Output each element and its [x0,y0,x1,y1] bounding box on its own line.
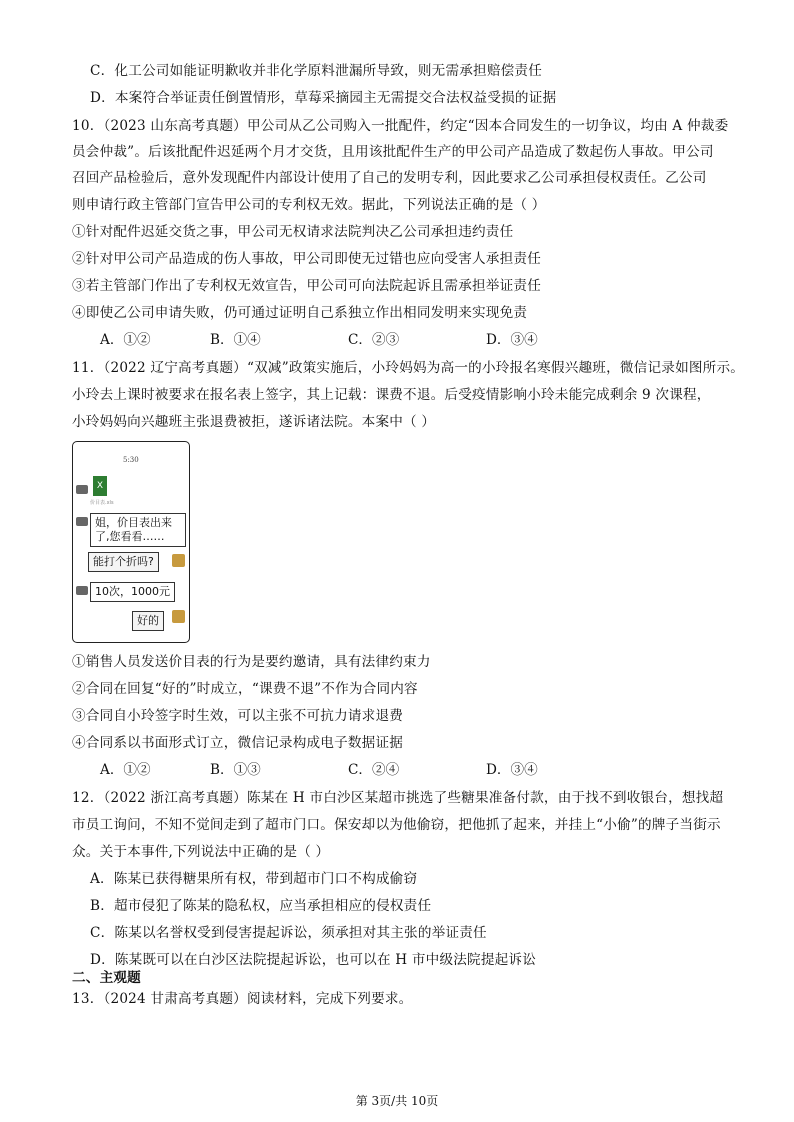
q12-option-b: B．超市侵犯了陈某的隐私权，应当承担相应的侵权责任 [90,898,432,914]
q12-stem-line: 市员工询问，不知不觉间走到了超市门口。保安却以为他偷窃，把他抓了起来，并挂上“小偷”的牌子当街示 [72,817,721,833]
q10-statement-2: ②针对甲公司产品造成的伤人事故，甲公司即使无过错也应向受害人承担责任 [72,251,541,267]
section-heading: 二、主观题 [72,970,141,986]
chat-text: 了,您看看…… [95,530,165,543]
q10-stem-line: 员会仲裁”。后该批配件迟延两个月才交货，且用该批配件生产的甲公司产品造成了数起伤人事故。甲公司 [72,144,714,160]
q10-statement-4: ④即使乙公司申请失败，仍可通过证明自己系独立作出相同发明来实现免责 [72,305,528,321]
wechat-screenshot [72,441,190,643]
q11-stem-line: 小玲妈妈向兴趣班主张退费被拒，遂诉诸法院。本案中（ ） [72,414,436,430]
q13-stem-line: 13．（2024 甘肃高考真题）阅读材料，完成下列要求。 [72,991,413,1007]
q10-stem-line: 则申请行政主管部门宣告甲公司的专利权无效。据此，下列说法正确的是（ ） [72,197,546,213]
q10-choice-b: B．①④ [210,332,261,348]
q12-option-d: D．陈某既可以在白沙区法院提起诉讼，也可以在 H 市中级法院提起诉讼 [90,952,537,968]
chat-text: 姐，价目表出来 [95,516,172,529]
page-footer: 第 3页/共 10页 [355,1094,439,1108]
q10-choice-d: D．③④ [486,332,538,348]
q12-stem-line: 众。关于本事件,下列说法中正确的是（ ） [72,844,330,860]
q12-option-a: A．陈某已获得糖果所有权，带到超市门口不构成偷窃 [90,871,418,887]
chat-bubble-right: 能打个折吗? [88,552,159,572]
q11-statement-3: ③合同自小玲签字时生效，可以主张不可抗力请求退费 [72,708,404,724]
q10-choice-a: A．①② [100,332,151,348]
q10-statement-1: ①针对配件迟延交货之事，甲公司无权请求法院判决乙公司承担违约责任 [72,224,514,240]
q11-statement-1: ①销售人员发送价目表的行为是要约邀请，具有法律约束力 [72,654,431,670]
q12-option-c: C．陈某以名誉权受到侵害提起诉讼，须承担对其主张的举证责任 [90,925,487,941]
q10-stem-line: 10．（2023 山东高考真题）甲公司从乙公司购入一批配件，约定“因本合同发生的一切争议，均由 A 仲裁委 [72,118,729,134]
chat-bubble-left [90,513,186,547]
sender-avatar [76,586,88,595]
receiver-avatar [172,554,185,567]
q11-choice-b: B．①③ [210,762,261,778]
q10-choice-c: C．②③ [348,332,400,348]
q10-statement-3: ③若主管部门作出了专利权无效宣告，甲公司可向法院起诉且需承担举证责任 [72,278,541,294]
q10-stem-line: 召回产品检验后，意外发现配件内部设计使用了自己的发明专利，因此要求乙公司承担侵权责任。乙公司 [72,170,707,186]
q9-option-c: C．化工公司如能证明歉收并非化学原料泄漏所导致，则无需承担赔偿责任 [90,63,542,79]
receiver-avatar [172,610,185,623]
q9-option-d: D．本案符合举证责任倒置情形，草莓采摘园主无需提交合法权益受损的证据 [90,90,557,106]
sender-avatar [76,485,88,494]
q11-choice-c: C．②④ [348,762,400,778]
q11-statement-2: ②合同在回复“好的”时成立，“课费不退”不作为合同内容 [72,681,418,697]
chat-bubble-right: 好的 [132,611,164,631]
file-caption: 价目表.xls [90,500,114,506]
chat-bubble-left: 10次，1000元 [90,582,175,602]
excel-file-icon: X [93,476,107,496]
phone-status-bar: 5:30 [123,456,139,464]
q11-stem-line: 小玲去上课时被要求在报名表上签字，其上记载：课费不退。后受疫情影响小玲未能完成剩余 9 次课程， [72,387,711,403]
sender-avatar [76,517,88,526]
q11-choice-a: A．①② [100,762,151,778]
q12-stem-line: 12．（2022 浙江高考真题）陈某在 H 市白沙区某超市挑选了些糖果准备付款，由于找不到收银台，想找超 [72,790,724,806]
q11-stem-line: 11．（2022 辽宁高考真题）“双减”政策实施后，小玲妈妈为高一的小玲报名寒假兴趣班，微信记录如图所示。 [72,360,745,376]
q11-statement-4: ④合同系以书面形式订立，微信记录构成电子数据证据 [72,735,404,751]
q11-choice-d: D．③④ [486,762,538,778]
